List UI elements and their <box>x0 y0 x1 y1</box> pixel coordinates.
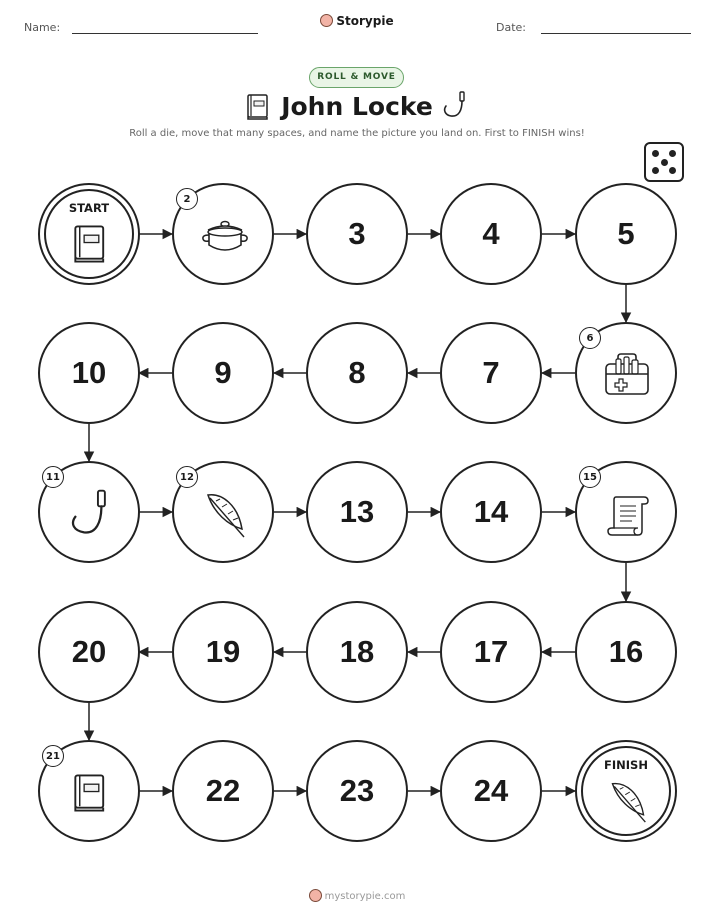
space-9 <box>172 322 274 424</box>
start-label: START <box>68 201 110 215</box>
space-23 <box>306 740 408 842</box>
space-finish <box>575 740 677 842</box>
space-start <box>38 183 140 285</box>
medical-bag-icon <box>601 352 653 398</box>
footer <box>0 889 714 902</box>
space-18 <box>306 601 408 703</box>
mascot-icon <box>309 889 322 902</box>
brand-name: Storypie <box>336 14 394 28</box>
space-number: 18 <box>339 634 375 669</box>
space-15 <box>575 461 677 563</box>
finish-label: FINISH <box>604 758 648 772</box>
space-24 <box>440 740 542 842</box>
space-14 <box>440 461 542 563</box>
space-number: 12 <box>176 466 198 488</box>
space-number: 22 <box>205 773 241 808</box>
space-number: 15 <box>579 466 601 488</box>
book-icon <box>68 221 112 267</box>
space-number: 6 <box>579 327 601 349</box>
space-20 <box>38 601 140 703</box>
space-10 <box>38 322 140 424</box>
space-19 <box>172 601 274 703</box>
space-number: 5 <box>617 216 635 251</box>
space-12 <box>172 461 274 563</box>
space-number: 23 <box>339 773 375 808</box>
hook-icon <box>66 489 116 541</box>
space-number: 3 <box>348 216 366 251</box>
space-number: 16 <box>608 634 644 669</box>
space-5 <box>575 183 677 285</box>
space-number: 8 <box>348 355 366 390</box>
space-number: 17 <box>473 634 509 669</box>
space-number: 10 <box>71 355 107 390</box>
page-title: John Locke <box>281 92 433 121</box>
name-label: Name: <box>24 21 61 34</box>
space-number: 2 <box>176 188 198 210</box>
space-8 <box>306 322 408 424</box>
space-number: 7 <box>482 355 500 390</box>
space-3 <box>306 183 408 285</box>
cooking-pot-icon <box>200 215 250 257</box>
space-13 <box>306 461 408 563</box>
space-number: 11 <box>42 466 64 488</box>
book-icon <box>68 768 112 818</box>
space-number: 4 <box>482 216 500 251</box>
date-label: Date: <box>496 21 526 34</box>
space-6 <box>575 322 677 424</box>
space-number: 13 <box>339 494 375 529</box>
space-number: 24 <box>473 773 509 808</box>
footer-url[interactable]: mystorypie.com <box>324 891 406 902</box>
space-16 <box>575 601 677 703</box>
space-number: 14 <box>473 494 509 529</box>
instructions: Roll a die, move that many spaces, and name the picture you land on. First to FINISH wins! <box>129 128 585 139</box>
space-number: 9 <box>214 355 232 390</box>
space-21 <box>38 740 140 842</box>
space-number: 21 <box>42 745 64 767</box>
activity-badge: ROLL & MOVE <box>309 67 404 88</box>
space-4 <box>440 183 542 285</box>
space-7 <box>440 322 542 424</box>
quill-feather-icon <box>202 489 248 541</box>
scroll-icon <box>604 491 652 539</box>
space-11 <box>38 461 140 563</box>
space-2 <box>172 183 274 285</box>
quill-feather-icon <box>607 778 649 826</box>
space-number: 20 <box>71 634 107 669</box>
space-22 <box>172 740 274 842</box>
space-17 <box>440 601 542 703</box>
space-number: 19 <box>205 634 241 669</box>
